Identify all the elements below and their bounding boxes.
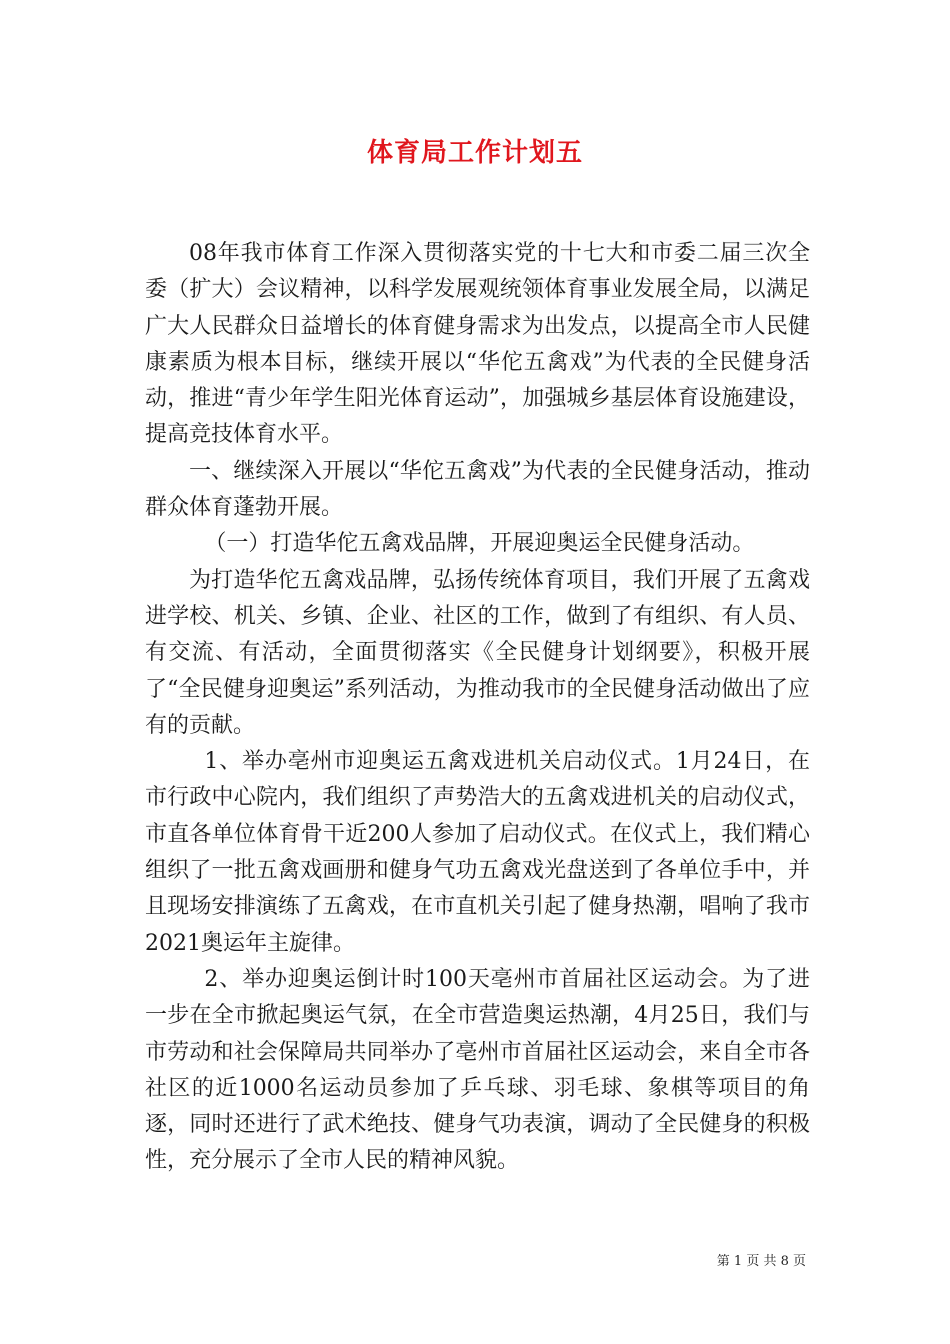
document-body xyxy=(145,236,810,1180)
document-title: 体育局工作计划五 xyxy=(366,138,583,168)
paragraph-body: 为打造华佗五禽戏品牌，弘扬传统体育项目，我们开展了五禽戏进学校、机关、乡镇、企业、社区的工作，做到了有组织、有人员、有交流、有活动，全面贯彻落实《全民健身计划纲要》，积极开展了“全民健身迎奥运”系列活动，为推动我市的全民健身活动做出了应有的贡献。 xyxy=(145,567,810,738)
paragraph-item-2: 2、举办迎奥运倒计时100天亳州市首届社区运动会。为了进一步在全市掀起奥运气氛，在全市营造奥运热潮，4月25日，我们与市劳动和社会保障局共同举办了亳州市首届社区运动会，来自全市各社区的近1000名运动员参加了乒乓球、羽毛球、象棋等项目的角逐，同时还进行了武术绝技、健身气功表演，调动了全民健身的积极性，充分展示了全市人民的精神风貌。 xyxy=(145,966,810,1174)
paragraph-subsection-heading: （一）打造华佗五禽戏品牌，开展迎奥运全民健身活动。 xyxy=(204,531,755,557)
paragraph-item-1: 1、举办亳州市迎奥运五禽戏进机关启动仪式。1月24日，在市行政中心院内，我们组织了声势浩大的五禽戏进机关的启动仪式，市直各单位体育骨干近200人参加了启动仪式。在仪式上，我们精心组织了一批五禽戏画册和健身气功五禽戏光盘送到了各单位手中，并且现场安排演练了五禽戏，在市直机关引起了健身热潮，唱响了我市2021奥运年主旋律。 xyxy=(145,749,810,956)
page-number-footer: 第 1 页 共 8 页 xyxy=(716,1254,806,1269)
paragraph-section-heading: 一、继续深入开展以“华佗五禽戏”为代表的全民健身活动，推动群众体育蓬勃开展。 xyxy=(145,458,810,521)
paragraph-intro: 08年我市体育工作深入贯彻落实党的十七大和市委二届三次全委（扩大）会议精神，以科学发展观统领体育事业发展全局，以满足广大人民群众日益增长的体育健身需求为出发点，以提高全市人民健康素质为根本目标，继续开展以“华佗五禽戏”为代表的全民健身活动，推进“青少年学生阳光体育运动”，加强城乡基层体育设施建设，提高竞技体育水平。 xyxy=(145,241,810,448)
